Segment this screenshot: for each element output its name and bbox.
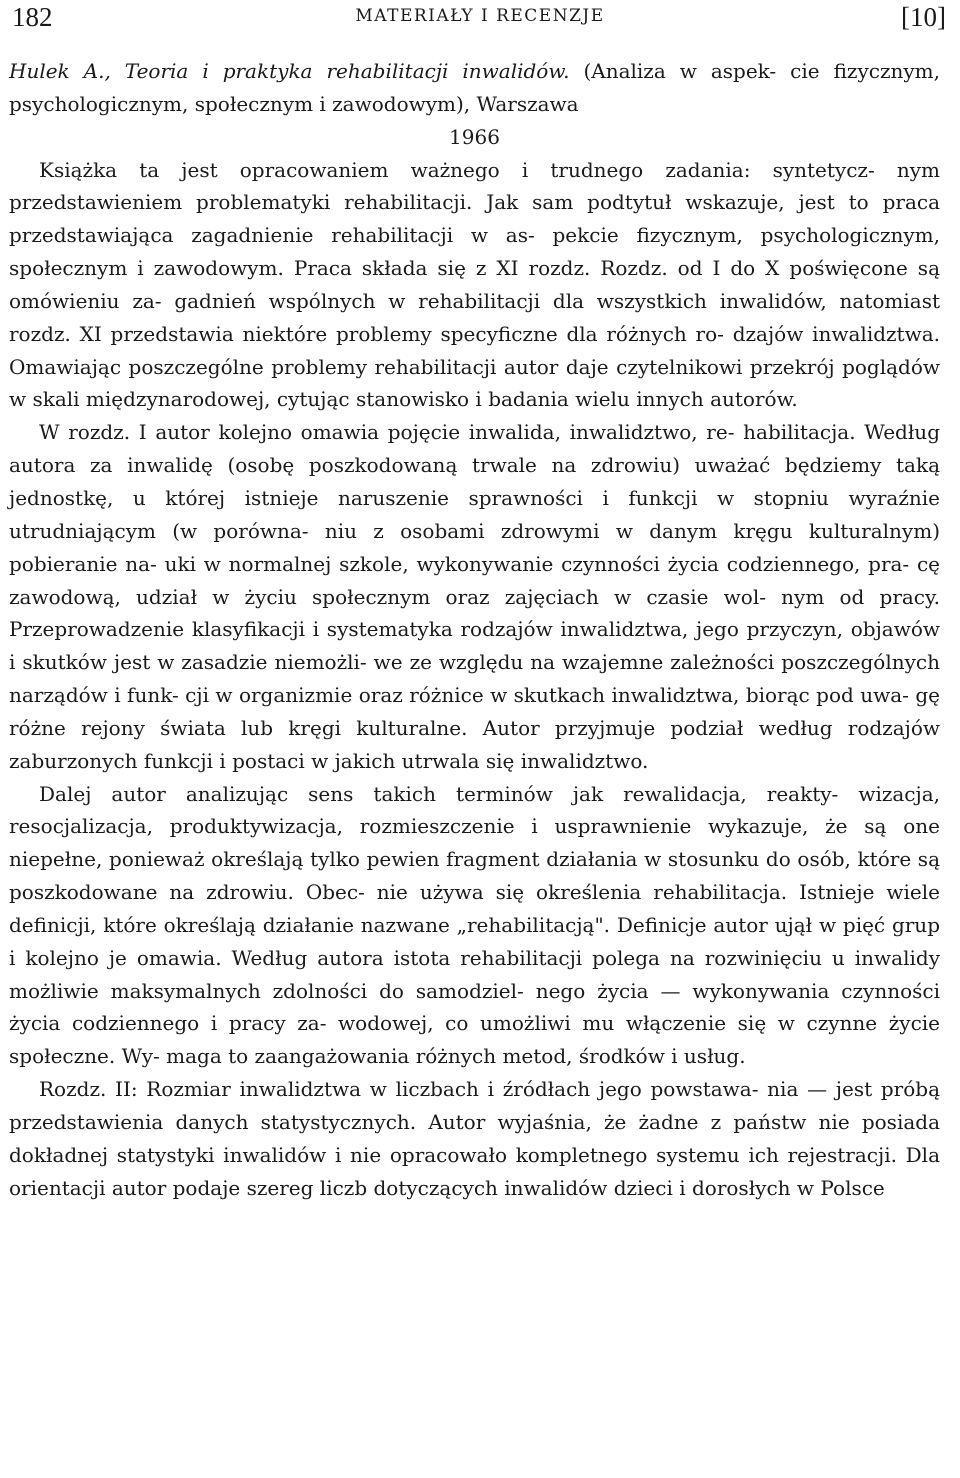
citation xyxy=(9,55,940,121)
citation-author: Hulek A., xyxy=(9,59,111,83)
citation-year: 1966 xyxy=(449,124,500,149)
paragraph: Rozdz. II: Rozmiar inwalidztwa w liczbach i źródłach jego powstawa- nia — jest próbą przedstawienia danych statystycznych. Autor wyjaśnia, że żadne z państw nie posiada dokładnej statystyki inwalidów i nie opracowało kompletnego systemu ich rejestracji. Dla orientacji autor podaje szereg liczb dotyczących inwalidów dzieci i dorosłych w Polsce xyxy=(9,1077,940,1200)
section-number: [10] xyxy=(901,2,946,32)
review-body xyxy=(9,55,940,1205)
paragraph: W rozdz. I autor kolejno omawia pojęcie inwalida, inwalidztwo, re- habilitacja. Według autora za inwalidę (osobę poszkodowaną trwale na zdrowiu) uważać będziemy taką jednostkę, u której istnieje naruszenie sprawności i funkcji w stopniu wyraźnie utrudniającym (w porówna- niu z osobami zdrowymi w danym kręgu kulturalnym) pobieranie na- uki w normalnej szkole, wykonywanie czynności życia codziennego, pra- cę zawodową, udział w życiu społecznym oraz zajęciach w czasie wol- nym od pracy. Przeprowadzenie klasyfikacji i systematyka rodzajów inwalidztwa, jego przyczyn, objawów i skutków jest w zasadzie niemożli- we ze względu na wzajemne zależności poszczególnych narządów i funk- cji w organizmie oraz różnice w skutkach inwalidztwa, biorąc pod uwa- gę różne rejony świata lub kręgi kulturalne. Autor przyjmuje podział według rodzajów zaburzonych funkcji i postaci w jakich utrwala się inwalidztwo. xyxy=(9,420,940,773)
paragraph: Książka ta jest opracowaniem ważnego i trudnego zadania: syntetycz- nym przedstawieniem problematyki rehabilitacji. Jak sam podtytuł wskazuje, jest to praca przedstawiająca zagadnienie rehabilitacji w as- pekcie fizycznym, psychologicznym, społecznym i zawodowym. Praca składa się z XI rozdz. Rozdz. od I do X poświęcone są omówieniu za- gadnień wspólnych w rehabilitacji dla wszystkich inwalidów, natomiast rozdz. XI przedstawia niektóre problemy specyficzne dla różnych ro- dzajów inwalidztwa. Omawiając poszczególne problemy rehabilitacji autor daje czytelnikowi przekrój poglądów w skali międzynarodowej, cytując stanowisko i badania wielu innych autorów. xyxy=(9,157,940,412)
running-title: MATERIAŁY I RECENZJE xyxy=(355,6,605,26)
citation-subtitle: (Analiza w aspek- cie fizycznym, psychologicznym, społecznym i zawodowym), Warszawa xyxy=(9,59,940,116)
page-header xyxy=(0,0,960,34)
citation-title: Teoria i praktyka rehabilitacji inwalidów. xyxy=(124,59,570,83)
paragraph: Dalej autor analizując sens takich terminów jak rewalidacja, reakty- wizacja, resocjalizacja, produktywizacja, rozmieszczenie i usprawnienie wykazuje, że są one niepełne, ponieważ określają tylko pewien fragment działania w stosunku do osób, które są poszkodowane na zdrowiu. Obec- nie używa się określenia rehabilitacja. Istnieje wiele definicji, które określają działanie nazwane „rehabilitacją". Definicje autor ujął w pięć grup i kolejno je omawia. Według autora istota rehabilitacji polega na rozwinięciu u inwalidy możliwie maksymalnych zdolności do samodziel- nego życia — wykonywania czynności życia codziennego i pracy za- wodowej, co umożliwi mu włączenie się w czynne życie społeczne. Wy- maga to zaangażowania różnych metod, środków i usług. xyxy=(9,781,940,1069)
page-number: 182 xyxy=(12,2,53,32)
